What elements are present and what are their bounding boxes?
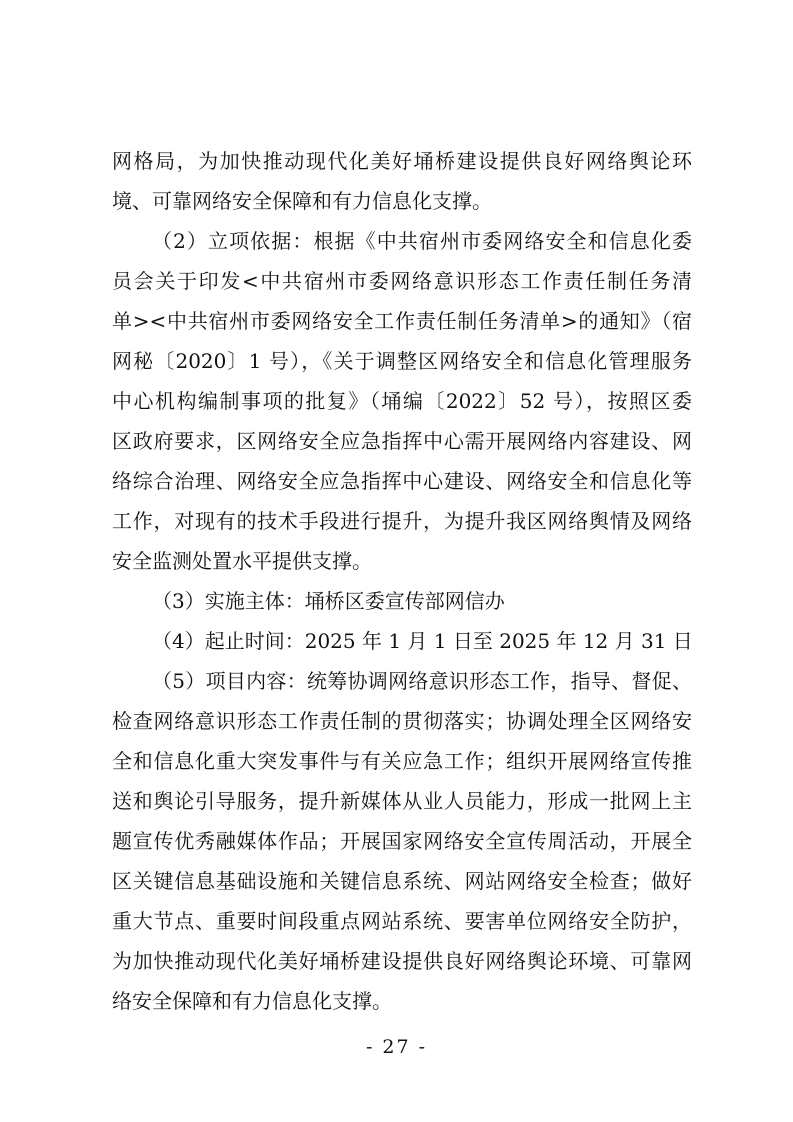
text-line: 安全监测处置水平提供支撑。: [112, 549, 372, 573]
text-line: 检查网络意识形态工作责任制的贯彻落实；协调处理全区网络安: [112, 709, 692, 733]
text-line: 重大节点、重要时间段重点网站系统、要害单位网络安全防护，: [112, 909, 692, 933]
paragraph-start: （4）起止时间：2025 年 1 月 1 日至 2025 年 12 月 31 日: [152, 629, 693, 653]
text-line: 全和信息化重大突发事件与有关应急工作；组织开展网络宣传推: [112, 749, 692, 773]
page-number: - 27 -: [365, 1036, 428, 1058]
text-line: 网格局，为加快推动现代化美好埇桥建设提供良好网络舆论环: [112, 149, 692, 173]
text-line: 题宣传优秀融媒体作品；开展国家网络安全宣传周活动，开展全: [112, 829, 692, 853]
text-line: 中心机构编制事项的批复》（埇编〔2022〕52 号），按照区委: [112, 389, 692, 413]
text-line: 为加快推动现代化美好埇桥建设提供良好网络舆论环境、可靠网: [112, 949, 692, 973]
text-line: 络安全保障和有力信息化支撑。: [112, 989, 392, 1013]
text-line: 网秘〔2020〕1 号），《关于调整区网络安全和信息化管理服务: [112, 349, 692, 373]
text-line: 区政府要求，区网络安全应急指挥中心需开展网络内容建设、网: [112, 429, 692, 453]
text-line: 工作，对现有的技术手段进行提升，为提升我区网络舆情及网络: [112, 509, 692, 533]
text-line: 境、可靠网络安全保障和有力信息化支撑。: [112, 189, 492, 213]
text-line: 送和舆论引导服务，提升新媒体从业人员能力，形成一批网上主: [112, 789, 692, 813]
paragraph-start: （2）立项依据：根据《中共宿州市委网络安全和信息化委: [152, 229, 692, 253]
text-line: 络综合治理、网络安全应急指挥中心建设、网络安全和信息化等: [112, 469, 692, 493]
text-line: 员会关于印发<中共宿州市委网络意识形态工作责任制任务清: [112, 269, 692, 293]
paragraph-start: （5）项目内容：统筹协调网络意识形态工作，指导、督促、: [152, 669, 692, 693]
text-line: 区关键信息基础设施和关键信息系统、网站网络安全检查；做好: [112, 869, 692, 893]
paragraph-start: （3）实施主体：埇桥区委宣传部网信办: [152, 589, 505, 613]
text-line: 单><中共宿州市委网络安全工作责任制任务清单>的通知》（宿: [112, 309, 692, 333]
